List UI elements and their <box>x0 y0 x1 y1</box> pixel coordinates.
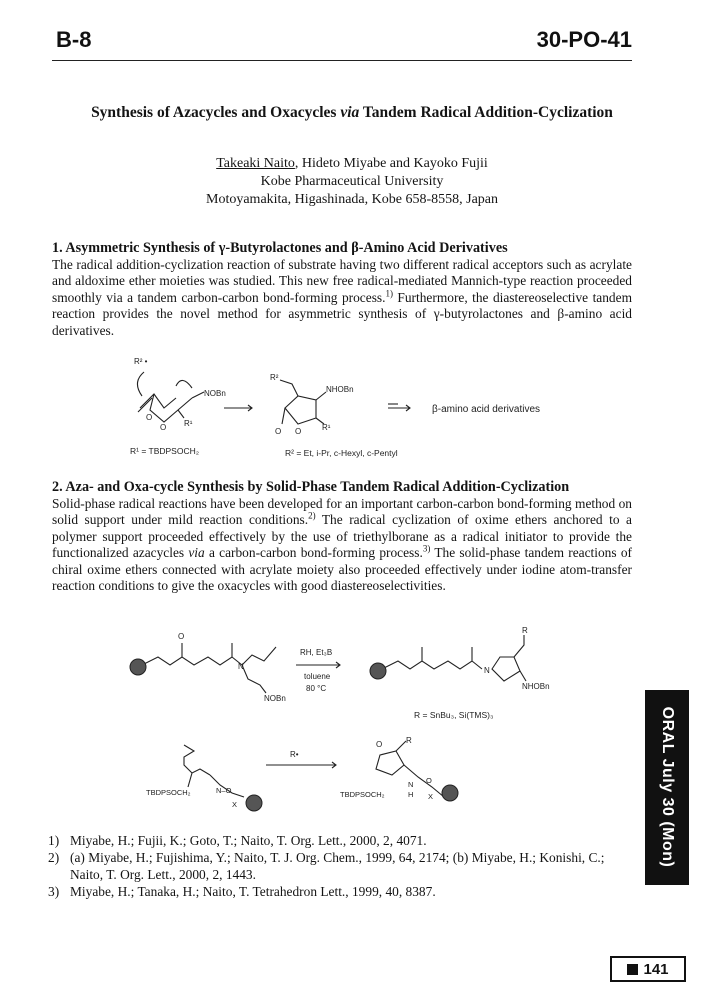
session-side-tab <box>645 690 689 885</box>
resin-bead-icon <box>130 659 146 675</box>
section1-text: The radical addition-cyclization reaction of substrate having two different radical acceptors such as acrylate and aldoxime ether moieties was studied. This new free radical-mediated Mannich-type reaction proceeded smoothly via a tandem carbon-carbon bond-forming process.$^{1)}$ Furthermore, the diastereoselective tandem reaction provides the novel method for asymmetric synthesis of γ-butyrolactones and β-amino acid derivatives. <box>52 257 632 338</box>
temperature-label: 80 °C <box>306 684 327 693</box>
nhobn-label: NHOBn <box>326 385 354 394</box>
curved-arrow-1 <box>137 372 144 396</box>
page-number-box <box>610 956 686 982</box>
affiliation: Kobe Pharmaceutical University <box>260 174 444 189</box>
poster-code: 30-PO-41 <box>536 27 632 52</box>
oxime-label: N–O <box>216 786 232 795</box>
linker-chain <box>382 661 482 669</box>
nhobn-label: NHOBn <box>522 682 550 691</box>
x-label: X <box>428 792 434 801</box>
reference-item: 1) Miyabe, H.; Fujii, K.; Goto, T.; Naito, T. Org. Lett., 2000, 2, 4071. <box>48 833 427 848</box>
section2-text: Solid-phase radical reactions have been developed for an important carbon-carbon bond-forming method on solid support under mild reaction conditions.$^{2)}$ The radical cyclization of oxime ethers anchored to a polymer support proceeded effectively by the use of triethylborane as a radical initiator to provide the functionalized azacycles via a carbon-carbon bond-forming process.$^{3)}$ The solid-phase tandem reactions of chiral oxime ethers connected with acrylate moiety also proceeded effectively under iodine atom-transfer reaction conditions to give the oxacycles with good diastereoselectivities. <box>52 496 632 594</box>
tbdps-label: TBDPSOCH₂ <box>146 788 191 797</box>
nobn-label: NOBn <box>204 389 226 398</box>
tbdps-label: TBDPSOCH₂ <box>340 790 385 799</box>
header-rule <box>52 60 632 61</box>
presenting-author: Takeaki Naito <box>216 156 295 171</box>
r-definition: R = SnBu₃, Si(TMS)₃ <box>414 710 494 720</box>
section1-heading: 1. Asymmetric Synthesis of γ-Butyrolactones and β-Amino Acid Derivatives <box>52 240 508 256</box>
paper-title: Synthesis of Azacycles and Oxacycles via Tandem Radical Addition-Cyclization <box>91 104 613 121</box>
oxygen-label: O <box>275 427 282 436</box>
reagent-label: RH, Et₃B <box>300 648 333 657</box>
author-block <box>0 155 704 209</box>
author-line: Takeaki Naito, Hideto Miyabe and Kayoko Fujii <box>216 156 488 171</box>
oxygen-label: O <box>295 427 302 436</box>
radical-label: R² • <box>134 357 148 366</box>
x-label: X <box>232 800 238 809</box>
address: Motoyamakita, Higashinada, Kobe 658-8558, Japan <box>206 192 498 207</box>
resin-bead-icon <box>246 795 262 811</box>
resin-bead-icon <box>442 785 458 801</box>
lactone-ring <box>376 751 404 775</box>
reference-item: 3) Miyabe, H.; Tanaka, H.; Naito, T. Tetrahedron Lett., 1999, 40, 8387. <box>48 884 436 899</box>
oxygen-label: O <box>376 740 383 749</box>
nitrogen-label: N <box>408 780 414 789</box>
r-label: R <box>522 626 528 635</box>
scheme-2 <box>120 625 560 723</box>
solvent-label: toluene <box>304 672 331 681</box>
page-number: 141 <box>643 960 669 978</box>
r1-label: R¹ <box>322 423 331 432</box>
hydrogen-label: H <box>408 790 414 799</box>
square-icon <box>627 964 638 975</box>
nitrogen-label: N <box>238 662 244 671</box>
pyrrolidine-ring <box>492 657 520 681</box>
section2-heading: 2. Aza- and Oxa-cycle Synthesis by Solid-Phase Tandem Radical Addition-Cyclization <box>52 479 570 495</box>
product-label: β-amino acid derivatives <box>432 404 541 415</box>
curved-arrow-2 <box>176 380 192 388</box>
scheme-1 <box>120 350 580 465</box>
reference-item: 2) (a) Miyabe, H.; Fujishima, Y.; Naito, T. J. Org. Chem., 1999, 64, 2174; (b) Miyabe, H.; Konishi, C.; Naito, T. Org. Lett., 2000, 2, 1443. <box>48 850 605 882</box>
r2-definition: R² = Et, i-Pr, c-Hexyl, c-Pentyl <box>285 448 398 458</box>
scheme-3 <box>140 735 480 820</box>
lactone-ring <box>285 396 316 424</box>
resin-bead-icon <box>370 663 386 679</box>
r2-label: R² <box>270 373 279 382</box>
side-tab-label: ORAL July 30 (Mon) <box>659 706 676 868</box>
r1-label: R¹ <box>184 419 193 428</box>
reference-list <box>48 832 638 900</box>
nitrogen-label: N <box>484 666 490 675</box>
oxygen-label: O <box>160 423 167 432</box>
oxygen-label: O <box>146 413 153 422</box>
radical-label: R• <box>290 750 299 759</box>
r1-definition: R¹ = TBDPSOCH₂ <box>130 446 200 456</box>
oxygen-label: O <box>178 632 185 641</box>
linker-chain <box>142 657 242 665</box>
oxygen-label: O <box>426 776 432 785</box>
r-label: R <box>406 736 412 745</box>
nobn-label: NOBn <box>264 694 286 703</box>
session-code: B-8 <box>56 27 92 52</box>
